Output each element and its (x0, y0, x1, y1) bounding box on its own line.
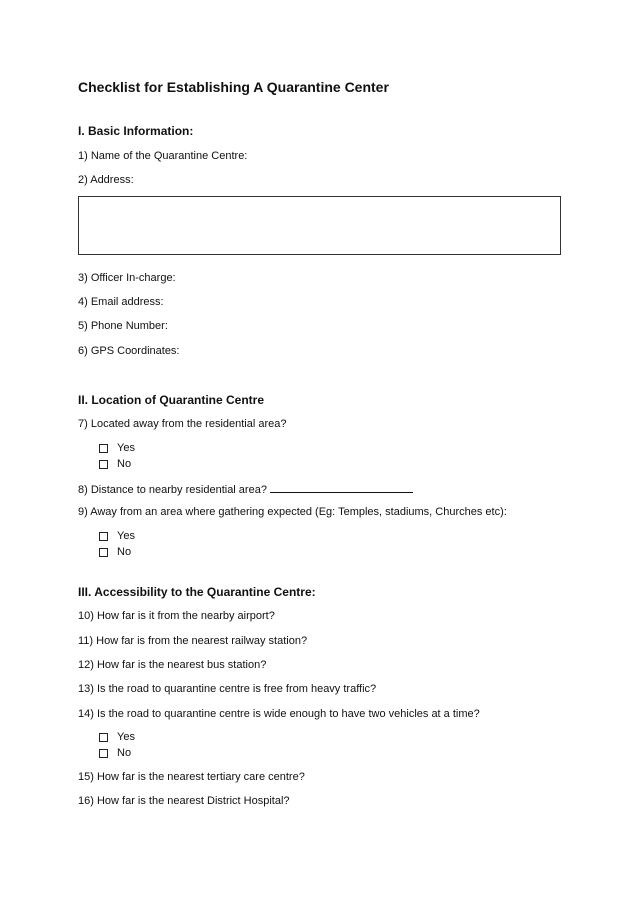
question-8-text: 8) Distance to nearby residential area? (78, 484, 267, 496)
question-8 (78, 482, 413, 496)
question-9: 9) Away from an area where gathering expected (Eg: Temples, stadiums, Churches etc): (78, 506, 507, 518)
address-field[interactable] (78, 196, 561, 255)
checkbox-icon[interactable] (99, 749, 108, 758)
question-10: 10) How far is it from the nearby airport? (78, 610, 275, 622)
option-label: Yes (117, 530, 135, 542)
section-basic-information: I. Basic Information: (78, 124, 194, 138)
q9-option-no[interactable] (99, 546, 131, 558)
q14-option-no[interactable] (99, 747, 131, 759)
checkbox-icon[interactable] (99, 733, 108, 742)
question-12: 12) How far is the nearest bus station? (78, 659, 267, 671)
checkbox-icon[interactable] (99, 548, 108, 557)
option-label: Yes (117, 731, 135, 743)
question-4: 4) Email address: (78, 296, 164, 308)
checkbox-icon[interactable] (99, 532, 108, 541)
answer-blank[interactable] (270, 482, 413, 493)
question-11: 11) How far is from the nearest railway station? (78, 635, 308, 647)
question-13: 13) Is the road to quarantine centre is free from heavy traffic? (78, 683, 377, 695)
question-3: 3) Officer In-charge: (78, 272, 176, 284)
question-15: 15) How far is the nearest tertiary care centre? (78, 771, 305, 783)
checkbox-icon[interactable] (99, 444, 108, 453)
question-1: 1) Name of the Quarantine Centre: (78, 150, 248, 162)
question-5: 5) Phone Number: (78, 320, 168, 332)
option-label: Yes (117, 442, 135, 454)
question-6: 6) GPS Coordinates: (78, 345, 180, 357)
section-accessibility: III. Accessibility to the Quarantine Centre: (78, 585, 316, 599)
section-location: II. Location of Quarantine Centre (78, 393, 265, 407)
option-label: No (117, 546, 132, 558)
checkbox-icon[interactable] (99, 460, 108, 469)
q9-option-yes[interactable] (99, 530, 135, 542)
option-label: No (117, 458, 132, 470)
option-label: No (117, 747, 132, 759)
q7-option-yes[interactable] (99, 442, 135, 454)
document-title: Checklist for Establishing A Quarantine Center (78, 79, 389, 95)
q14-option-yes[interactable] (99, 731, 135, 743)
question-16: 16) How far is the nearest District Hospital? (78, 795, 290, 807)
q7-option-no[interactable] (99, 458, 131, 470)
question-14: 14) Is the road to quarantine centre is wide enough to have two vehicles at a time? (78, 708, 480, 720)
question-7: 7) Located away from the residential area? (78, 418, 287, 430)
question-2: 2) Address: (78, 174, 134, 186)
